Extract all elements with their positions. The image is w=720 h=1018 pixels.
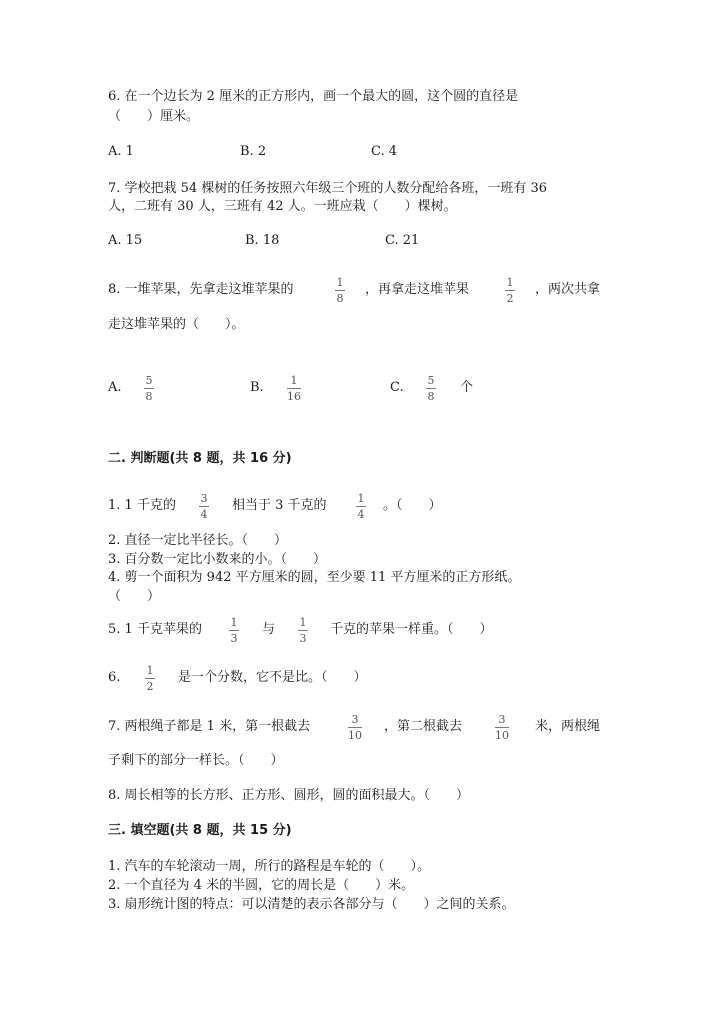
j6-text-part1: 6. bbox=[108, 670, 121, 685]
q8-text-part3: ，两次共拿 bbox=[535, 282, 601, 297]
fill2-text: 2. 一个直径为 4 米的半圆，它的周长是（ ）米。 bbox=[108, 878, 415, 893]
numerator: 3 bbox=[200, 492, 208, 505]
q7-text-line1: 7. 学校把栽 54 棵树的任务按照六年级三个班的人数分配给各班，一班有 36 bbox=[108, 181, 548, 196]
j2-text: 2. 直径一定比半径长。（ ） bbox=[108, 533, 288, 548]
j1-text-part3: 。（ ） bbox=[383, 498, 442, 513]
q6-option-b: B. 2 bbox=[240, 144, 267, 159]
section3-title: 三. 填空题(共 8 题，共 15 分) bbox=[108, 823, 292, 838]
q7-option-a: A. 15 bbox=[108, 233, 143, 248]
q8-text-part2: ，再拿走这堆苹果 bbox=[365, 282, 470, 297]
denominator: 8 bbox=[336, 292, 344, 305]
q7-option-c: C. 21 bbox=[385, 233, 420, 248]
denominator: 10 bbox=[495, 729, 509, 742]
denominator: 2 bbox=[506, 292, 514, 305]
section2-title: 二. 判断题(共 8 题，共 16 分) bbox=[108, 451, 292, 466]
fill3-text: 3. 扇形统计图的特点：可以清楚的表示各部分与（ ）之间的关系。 bbox=[108, 897, 515, 912]
j7-text-part2: ，第二根截去 bbox=[384, 719, 463, 734]
numerator: 3 bbox=[498, 713, 506, 726]
j7-text-line2: 子剩下的部分一样长。（ ） bbox=[108, 753, 284, 768]
q8-option-a-label: A. bbox=[108, 380, 122, 395]
j1-fraction-2 bbox=[356, 492, 366, 521]
j6-fraction-1 bbox=[145, 664, 155, 693]
fill1-text: 1. 汽车的车轮滚动一周，所行的路程是车轮的（ ）。 bbox=[108, 859, 431, 874]
denominator: 3 bbox=[230, 632, 238, 645]
numerator: 1 bbox=[336, 276, 344, 289]
numerator: 1 bbox=[146, 664, 154, 677]
j3-text: 3. 百分数一定比小数来的小。（ ） bbox=[108, 552, 327, 567]
denominator: 10 bbox=[348, 729, 362, 742]
q8-option-c-label: C. bbox=[390, 380, 404, 395]
numerator: 3 bbox=[351, 713, 359, 726]
j7-fraction-1 bbox=[348, 713, 362, 742]
j5-text-part3: 千克的苹果一样重。（ ） bbox=[330, 622, 493, 637]
j8-text: 8. 周长相等的长方形、正方形、圆形，圆的面积最大。（ ） bbox=[108, 788, 470, 803]
j5-text-part1: 5. 1 千克苹果的 bbox=[108, 622, 202, 637]
numerator: 1 bbox=[230, 616, 238, 629]
j7-text-part1: 7. 两根绳子都是 1 米，第一根截去 bbox=[108, 719, 311, 734]
j4-text-line2: （ ） bbox=[108, 589, 161, 604]
q7-option-b: B. 18 bbox=[245, 233, 280, 248]
numerator: 5 bbox=[145, 374, 153, 387]
numerator: 1 bbox=[299, 616, 307, 629]
denominator: 3 bbox=[299, 632, 307, 645]
q6-text-line1: 6. 在一个边长为 2 厘米的正方形内，画一个最大的圆，这个圆的直径是 bbox=[108, 89, 519, 104]
q7-text-line2: 人，二班有 30 人，三班有 42 人。一班应栽（ ）棵树。 bbox=[108, 199, 457, 214]
q6-text-line2: （ ）厘米。 bbox=[108, 109, 200, 124]
j1-fraction-1 bbox=[199, 492, 209, 521]
q8-fraction-1 bbox=[335, 276, 345, 305]
numerator: 1 bbox=[357, 492, 365, 505]
numerator: 1 bbox=[506, 276, 514, 289]
q8-option-c-fraction bbox=[426, 374, 436, 403]
denominator: 8 bbox=[427, 390, 435, 403]
q8-option-c-suffix: 个 bbox=[460, 380, 474, 395]
j5-text-part2: 与 bbox=[262, 622, 276, 637]
denominator: 4 bbox=[357, 508, 365, 521]
q6-option-a: A. 1 bbox=[108, 144, 134, 159]
j5-fraction-2 bbox=[298, 616, 308, 645]
j1-text-part2: 相当于 3 千克的 bbox=[232, 498, 327, 513]
q8-text-part1: 8. 一堆苹果，先拿走这堆苹果的 bbox=[108, 282, 294, 297]
j4-text-line1: 4. 剪一个面积为 942 平方厘米的圆，至少要 11 平方厘米的正方形纸。 bbox=[108, 570, 521, 585]
q8-option-b-label: B. bbox=[250, 380, 264, 395]
j1-text-part1: 1. 1 千克的 bbox=[108, 498, 176, 513]
j7-fraction-2 bbox=[495, 713, 509, 742]
numerator: 5 bbox=[427, 374, 435, 387]
q6-option-c: C. 4 bbox=[371, 144, 398, 159]
q8-text-line2: 走这堆苹果的（ ）。 bbox=[108, 317, 245, 332]
q8-option-b-fraction bbox=[287, 374, 301, 403]
q8-fraction-2 bbox=[505, 276, 515, 305]
j7-text-part3: 米，两根绳 bbox=[535, 719, 601, 734]
denominator: 16 bbox=[287, 390, 301, 403]
numerator: 1 bbox=[290, 374, 298, 387]
q8-option-a-fraction bbox=[144, 374, 154, 403]
j6-text-part2: 是一个分数，它不是比。（ ） bbox=[178, 670, 367, 685]
denominator: 8 bbox=[145, 390, 153, 403]
denominator: 4 bbox=[200, 508, 208, 521]
j5-fraction-1 bbox=[229, 616, 239, 645]
denominator: 2 bbox=[146, 680, 154, 693]
